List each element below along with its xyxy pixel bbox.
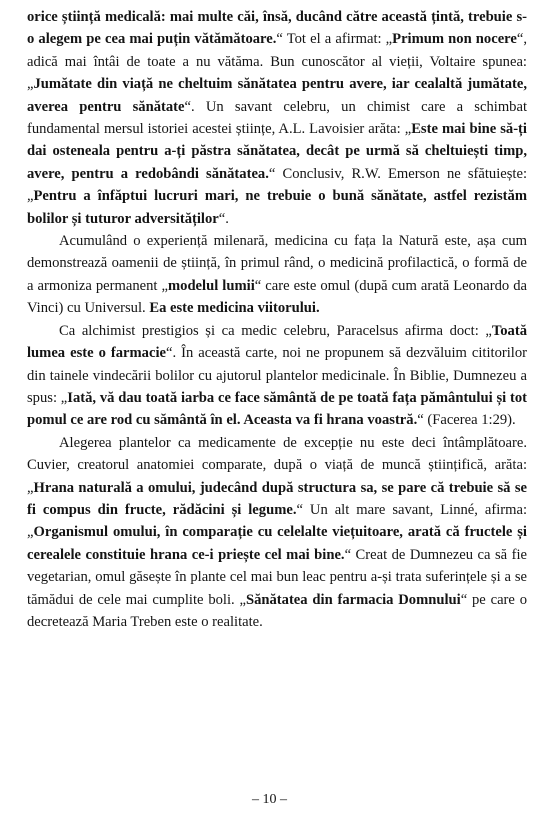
bold-quote: orice știință medicală: mai multe căi, însă, ducând către această țintă, trebuie s-o alegem pe cea mai puțin vătămătoare. (27, 9, 527, 48)
text-run: “ Tot el a afirmat: „ (276, 31, 393, 48)
paragraph (27, 432, 527, 634)
paragraph (27, 230, 527, 320)
text-run: “ care este omul (după cum arată Leonardo da Vinci) cu Universul. (27, 277, 527, 317)
text-run: “, adică mai întâi de toate a nu vătăma. Bun cunoscător al vieții, Voltaire spunea: „ (27, 31, 528, 93)
paragraph (27, 6, 527, 230)
text-run: “ Conclusiv, R.W. Emerson ne sfătuiește: „ (27, 165, 528, 205)
page-number: – 10 – (252, 792, 287, 807)
body-text (27, 6, 527, 633)
text-run: “ (Facerea 1:29). (417, 412, 516, 429)
text-run: Alegerea plantelor ca medicamente de excepție nu este deci întâmplătoare. Cuvier, creatorul anatomiei comparate, după o viață de muncă științifică, arăta: „ (27, 434, 527, 496)
text-run: Acumulând o experiență milenară, medicina cu fața la Natură este, așa cum demonstrează oamenii de știință, în primul rând, o medicină profilactică, o formă de a armoniza permanent „ (27, 233, 527, 294)
text-run: “ pe care o decretează Maria Treben este o realitate. (27, 591, 528, 630)
text-run: “. În această carte, noi ne propunem să dezvăluim cititorilor din tainele vindecării bolilor cu ajutorul plantelor medicinale. În Biblie, Dumnezeu a spus: „ (27, 345, 528, 406)
bold-quote: modelul lumii (167, 277, 255, 294)
bold-quote: Primum non nocere (392, 31, 517, 48)
bold-quote: Organismul omului, în comparație cu celelalte viețuitoare, arată că fructele și cerealele constituie hrana ce-i priește cel mai bine. (27, 524, 527, 563)
text-run: “. Un savant celebru, un chimist care a schimbat fundamental mersul istoriei acestei științe, A.L. Lavoisier arăta: „ (27, 98, 527, 138)
paragraph (27, 320, 527, 432)
bold-quote: Sănătatea din farmacia Domnului (245, 591, 461, 608)
bold-quote: Ea este medicina viitorului. (149, 300, 320, 317)
text-run: Ca alchimist prestigios și ca medic celebru, Paracelsus afirma doct: „ (59, 322, 492, 339)
bold-quote: Hrana naturală a omului, judecând după structura sa, se pare că trebuie să se fi compus din fructe, rădăcini și legume. (27, 479, 527, 518)
text-run: “ Un alt mare savant, Linné, afirma: „ (27, 501, 527, 541)
bold-quote: Pentru a înfăptui lucruri mari, ne trebuie o bună sănătate, astfel rezistăm bolilor și tuturor adversităților (27, 188, 527, 227)
bold-quote: Jumătate din viață ne cheltuim sănătatea pentru avere, iar cealaltă jumătate, averea pentru sănătate (27, 76, 527, 115)
bold-quote: Este mai bine să-ți dai osteneala pentru a-ți păstra sănătatea, decât pe urmă să cheltuiești timp, avere, pentru a redobândi sănătatea. (27, 121, 527, 182)
text-run: “ Creat de Dumnezeu ca să fie vegetarian, omul găsește în plante cel mai bun leac pentru a-și trata suferințele și a se tămădui de cele mai cumplite boli. „ (27, 546, 527, 608)
bold-quote: Toată lumea este o farmacie (27, 322, 527, 362)
text-run: “. (218, 210, 229, 227)
bold-quote: Iată, vă dau toată iarba ce face sământă de pe toată fața pământului și tot pomul ce are rod cu sământă în el. Aceasta va fi hrana voastră. (27, 389, 527, 429)
